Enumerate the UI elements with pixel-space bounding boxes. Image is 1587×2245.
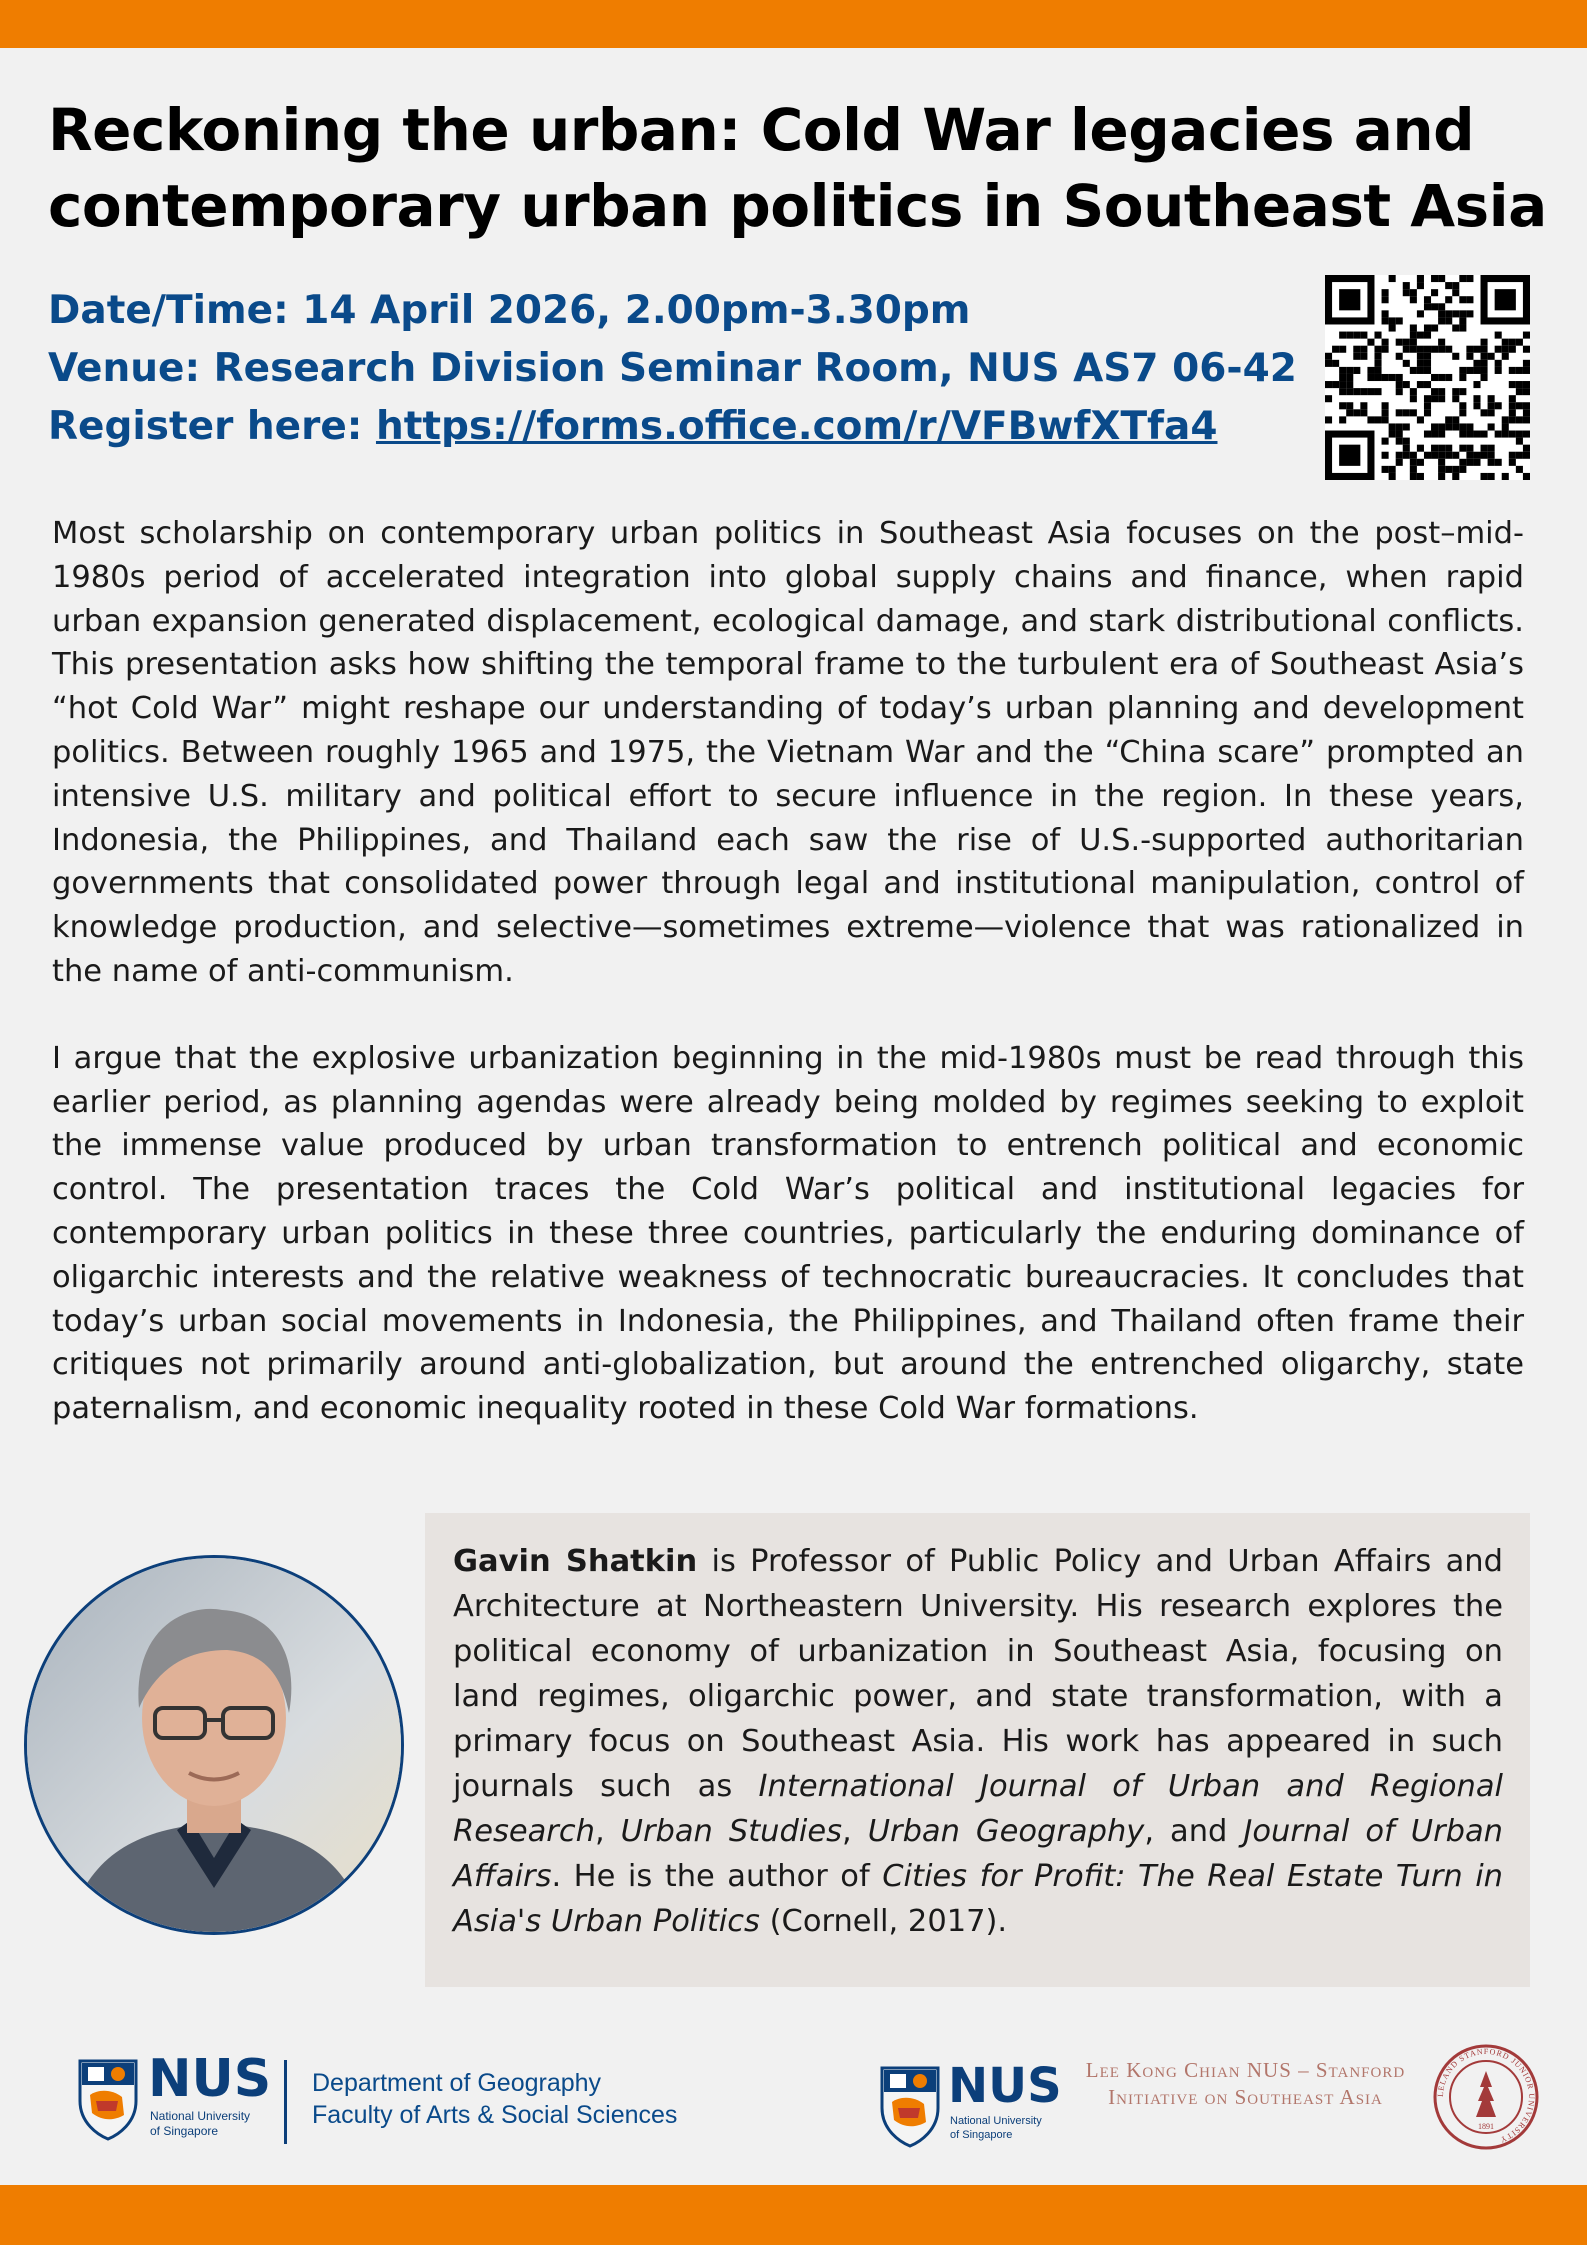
event-title-line-1: Reckoning the urban: Cold War legacies and xyxy=(48,96,1475,164)
speaker-bio xyxy=(453,1539,1503,1944)
stanford-seal-icon xyxy=(1432,2043,1540,2151)
nus-fullname-left xyxy=(150,2109,250,2139)
nus-crest-icon-right xyxy=(880,2064,940,2150)
lkc-initiative-name xyxy=(1068,2057,1423,2111)
book-title: Cities for Profit: The Real Estate Turn in Asia's Urban Politics xyxy=(453,1859,1503,1939)
abstract-paragraph-2: I argue that the explosive urbanization beginning in the mid-1980s must be read through this earlier period, as planning agendas were already being molded by regimes seeking to exploit the immense value produced by urban transformation to entrench political and economic control. The presentation traces the Cold War’s political and institutional legacies for contemporary urban politics in these three countries, particularly the enduring dominance of oligarchic interests and the relative weakness of technocratic bureaucracies. It concludes that today’s urban social movements in Indonesia, the Philippines, and Thailand often frame their critiques not primarily around anti-globalization, but around the entrenched oligarchy, state paternalism, and economic inequality rooted in these Cold War formations. xyxy=(52,1040,1524,1427)
nus-abbr-right: NUS xyxy=(948,2058,1062,2114)
nus-abbr-left: NUS xyxy=(148,2049,272,2109)
journal-urban-studies: Urban Studies xyxy=(620,1814,843,1849)
department-line-1: Department of Geography xyxy=(312,2069,602,2097)
event-venue: Venue: Research Division Seminar Room, NUS AS7 06-42 xyxy=(48,346,1297,391)
abstract xyxy=(52,512,1524,1474)
journal-urban-geography: Urban Geography xyxy=(867,1814,1145,1849)
event-title-line-2: contemporary urban politics in Southeast Asia xyxy=(48,172,1547,240)
nus-fullname-left-line-1: National University xyxy=(150,2109,251,2123)
bio-sep-3: , and xyxy=(1144,1814,1244,1849)
speaker-photo xyxy=(24,1555,404,1935)
bio-sep-1: , xyxy=(594,1814,621,1849)
bio-text-1: is Professor of Public Policy and Urban Affairs and Architecture at Northeastern University. His research explores the political economy of urbanization in Southeast Asia, focusing on land regimes, oligarchic power, and state transformation, with a primary focus on Southeast Asia. His work has appeared in such journals such as xyxy=(453,1544,1503,1804)
nus-fullname-right-line-2: of Singapore xyxy=(950,2129,1013,2141)
top-orange-bar xyxy=(0,0,1587,48)
abstract-paragraph-1: Most scholarship on contemporary urban politics in Southeast Asia focuses on the post–mid-1980s period of accelerated integration into global supply chains and finance, when rapid urban expansion generated displacement, ecological damage, and stark distributional conflicts. This presentation asks how shifting the temporal frame to the turbulent era of Southeast Asia’s “hot Cold War” might reshape our understanding of today’s urban planning and development politics. Between roughly 1965 and 1975, the Vietnam War and the “China scare” prompted an intensive U.S. military and political effort to secure influence in the region. In these years, Indonesia, the Philippines, and Thailand each saw the rise of U.S.-supported authoritarian governments that consolidated power through legal and institutional manipulation, control of knowledge production, and selective—sometimes extreme—violence that was rationalized in the name of anti-communism. xyxy=(52,516,1524,989)
lkc-line-2: Initiative on Southeast Asia xyxy=(1108,2085,1383,2109)
register-label: Register here: xyxy=(48,404,376,449)
bio-text-3: (Cornell, 2017). xyxy=(759,1904,1008,1939)
nus-fullname-right xyxy=(950,2114,1042,2142)
event-title xyxy=(48,92,1548,244)
journal-urban-affairs: Journal of Urban Affairs xyxy=(453,1814,1504,1894)
event-register xyxy=(48,398,1298,456)
nus-fullname-left-line-2: of Singapore xyxy=(150,2124,219,2138)
bottom-orange-bar xyxy=(0,2185,1587,2245)
department-name xyxy=(312,2067,712,2131)
speaker-name: Gavin Shatkin xyxy=(453,1544,698,1579)
event-datetime: Date/Time: 14 April 2026, 2.00pm-3.30pm xyxy=(48,288,971,333)
department-line-2: Faculty of Arts & Social Sciences xyxy=(312,2101,678,2129)
bio-text-2: . He is the author of xyxy=(551,1859,883,1894)
seal-text: LELAND STANFORD JUNIOR UNIVERSITY xyxy=(1435,2046,1537,2145)
speaker-bio-box xyxy=(425,1513,1530,1987)
event-info xyxy=(48,282,1298,456)
registration-qr-code[interactable] xyxy=(1325,275,1530,480)
journal-ijurr: International Journal of Urban and Regional Research xyxy=(453,1769,1503,1849)
bio-sep-2: , xyxy=(842,1814,868,1849)
speaker-portrait-icon xyxy=(27,1558,401,1932)
seal-year: 1891 xyxy=(1478,2122,1494,2131)
nus-fullname-right-line-1: National University xyxy=(950,2115,1042,2127)
register-link[interactable]: https://forms.office.com/r/VFBwfXTfa4 xyxy=(375,404,1218,449)
qr-code-icon xyxy=(1325,275,1530,480)
lkc-line-1: Lee Kong Chian NUS – Stanford xyxy=(1085,2058,1406,2082)
footer-divider xyxy=(284,2060,287,2144)
